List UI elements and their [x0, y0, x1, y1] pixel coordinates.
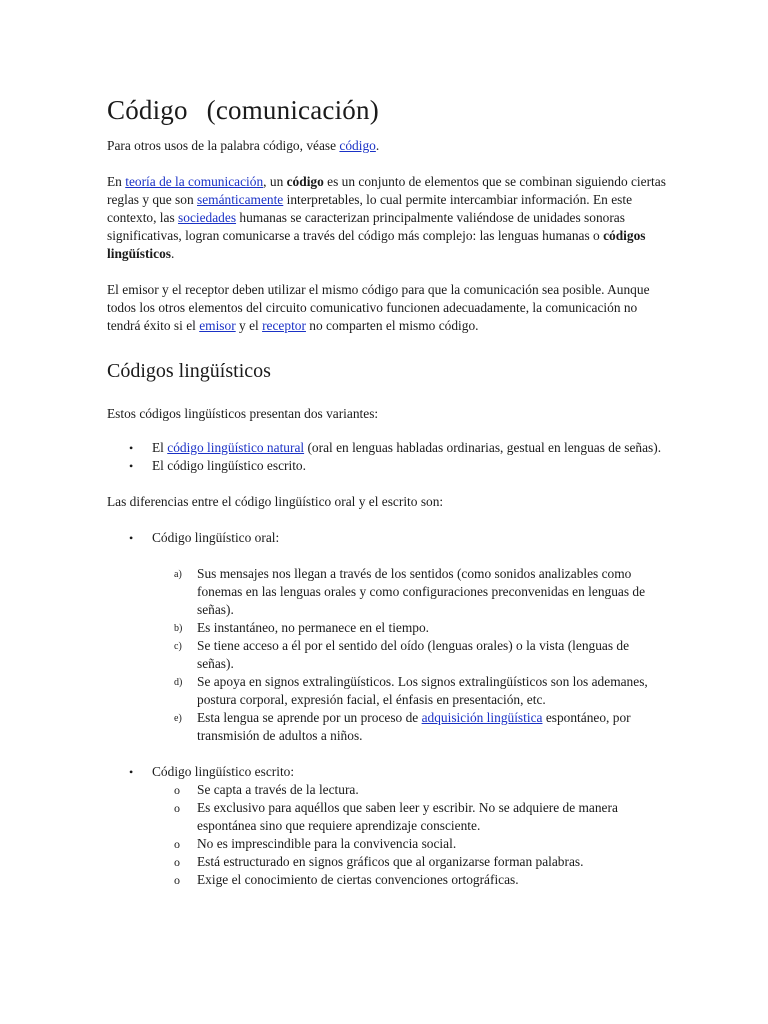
- list-item: [107, 673, 667, 709]
- intro-paragraph: [107, 173, 667, 263]
- list-item: [107, 763, 667, 781]
- list-item-text: Se tiene acceso a él por el sentido del oído (lenguas orales) o la vista (lenguas de señas).: [197, 638, 630, 671]
- text-run: (oral en lenguas habladas ordinarias, gestual en lenguas de señas).: [304, 440, 662, 455]
- list-item-text: Sus mensajes nos llegan a través de los sentidos (como sonidos analizables como fonemas en las lenguas orales y como configuraciones preconvenidas en lenguas de señas).: [197, 566, 646, 617]
- list-item: [107, 871, 667, 889]
- list-marker: e): [174, 713, 182, 724]
- teoria-comunicacion-link[interactable]: teoría de la comunicación: [125, 174, 264, 189]
- bullet-icon: •: [129, 441, 134, 455]
- text-run: no comparten el mismo código.: [305, 318, 479, 333]
- text-run: .: [171, 246, 175, 261]
- written-list: [107, 763, 667, 781]
- list-item: [107, 835, 667, 853]
- bullet-icon: •: [129, 459, 134, 473]
- list-item-text: Se apoya en signos extralingüísticos. Los signos extralingüísticos son los ademanes, postura corporal, expresión facial, el énfasis en presentación, etc.: [197, 674, 648, 707]
- text-run: El emisor y el receptor deben utilizar el mismo código para que la comunicación sea posible. Aunque todos los otros elementos del circuito comunicativo funcionen adecuadamente, la comunicación no tendrá éxito si el: [107, 282, 650, 333]
- receptor-link[interactable]: receptor: [262, 318, 306, 333]
- differences-intro: Las diferencias entre el código lingüístico oral y el escrito son:: [107, 494, 444, 509]
- list-item-text: Se capta a través de la lectura.: [197, 782, 359, 797]
- sociedades-link[interactable]: sociedades: [178, 210, 237, 225]
- codigo-link[interactable]: código: [339, 138, 376, 153]
- list-item-text: No es imprescindible para la convivencia social.: [197, 836, 457, 851]
- list-item-text: Está estructurado en signos gráficos que al organizarse forman palabras.: [197, 854, 584, 869]
- text-run: humanas se caracterizan principalmente valiéndose de unidades sonoras significativas, logran comunicarse a través del código más complejo: las lenguas humanas o: [107, 210, 625, 243]
- list-item-text: Es exclusivo para aquéllos que saben leer y escribir. No se adquiere de manera espontánea sino que requiere aprendizaje consciente.: [197, 800, 618, 833]
- text-run: , un: [263, 174, 287, 189]
- list-marker: c): [174, 641, 182, 652]
- written-label: Código lingüístico escrito:: [152, 764, 295, 779]
- disambiguation-note: [107, 137, 667, 155]
- circle-bullet-icon: o: [174, 783, 180, 797]
- list-item: [107, 799, 667, 835]
- variants-intro: Estos códigos lingüísticos presentan dos variantes:: [107, 406, 379, 421]
- adquisicion-linguistica-link[interactable]: adquisición lingüística: [421, 710, 543, 725]
- text-run: y el: [235, 318, 263, 333]
- list-item-text: El código lingüístico escrito.: [152, 458, 306, 473]
- oral-label: Código lingüístico oral:: [152, 530, 280, 545]
- emisor-receptor-paragraph: [107, 281, 667, 335]
- list-item: [107, 529, 667, 547]
- codigo-linguistico-natural-link[interactable]: código lingüístico natural: [167, 440, 305, 455]
- circle-bullet-icon: o: [174, 855, 180, 869]
- list-item: [107, 565, 667, 619]
- bold-term-codigo: código: [286, 174, 324, 189]
- text-run: El: [152, 440, 168, 455]
- text-run: espontáneo, por transmisión de adultos a niños.: [197, 710, 631, 743]
- list-item: [107, 439, 667, 457]
- list-item: [107, 781, 667, 799]
- oral-characteristics-list: [107, 565, 667, 745]
- list-marker: b): [174, 623, 183, 634]
- text-run: es un conjunto de elementos que se combinan siguiendo ciertas reglas y que son: [107, 174, 666, 207]
- written-characteristics-list: [107, 781, 667, 889]
- text-run: interpretables, lo cual permite intercambiar información. En este contexto, las: [107, 192, 633, 225]
- circle-bullet-icon: o: [174, 801, 180, 815]
- emisor-link[interactable]: emisor: [199, 318, 236, 333]
- list-item: [107, 619, 667, 637]
- bullet-icon: •: [129, 531, 134, 545]
- list-item: [107, 709, 667, 745]
- section-heading: Códigos lingüísticos: [107, 360, 271, 382]
- list-item: [107, 853, 667, 871]
- list-item: [107, 637, 667, 673]
- list-marker: a): [174, 569, 182, 580]
- oral-list: [107, 529, 667, 547]
- list-marker: d): [174, 677, 183, 688]
- disambiguation-period: .: [375, 138, 380, 153]
- variants-list: [107, 439, 667, 475]
- page-title: Código (comunicación): [107, 95, 379, 125]
- bullet-icon: •: [129, 765, 134, 779]
- list-item-text: Exige el conocimiento de ciertas convenciones ortográficas.: [197, 872, 519, 887]
- disambiguation-text: Para otros usos de la palabra código, véase: [107, 138, 340, 153]
- document-page: [107, 90, 667, 889]
- circle-bullet-icon: o: [174, 873, 180, 887]
- list-item: [107, 457, 667, 475]
- text-run: Esta lengua se aprende por un proceso de: [197, 710, 422, 725]
- list-item-text: Es instantáneo, no permanece en el tiempo.: [197, 620, 430, 635]
- bold-term-codigos-linguisticos: códigos lingüísticos: [107, 228, 646, 261]
- circle-bullet-icon: o: [174, 837, 180, 851]
- text-run: En: [107, 174, 126, 189]
- semanticamente-link[interactable]: semánticamente: [197, 192, 284, 207]
